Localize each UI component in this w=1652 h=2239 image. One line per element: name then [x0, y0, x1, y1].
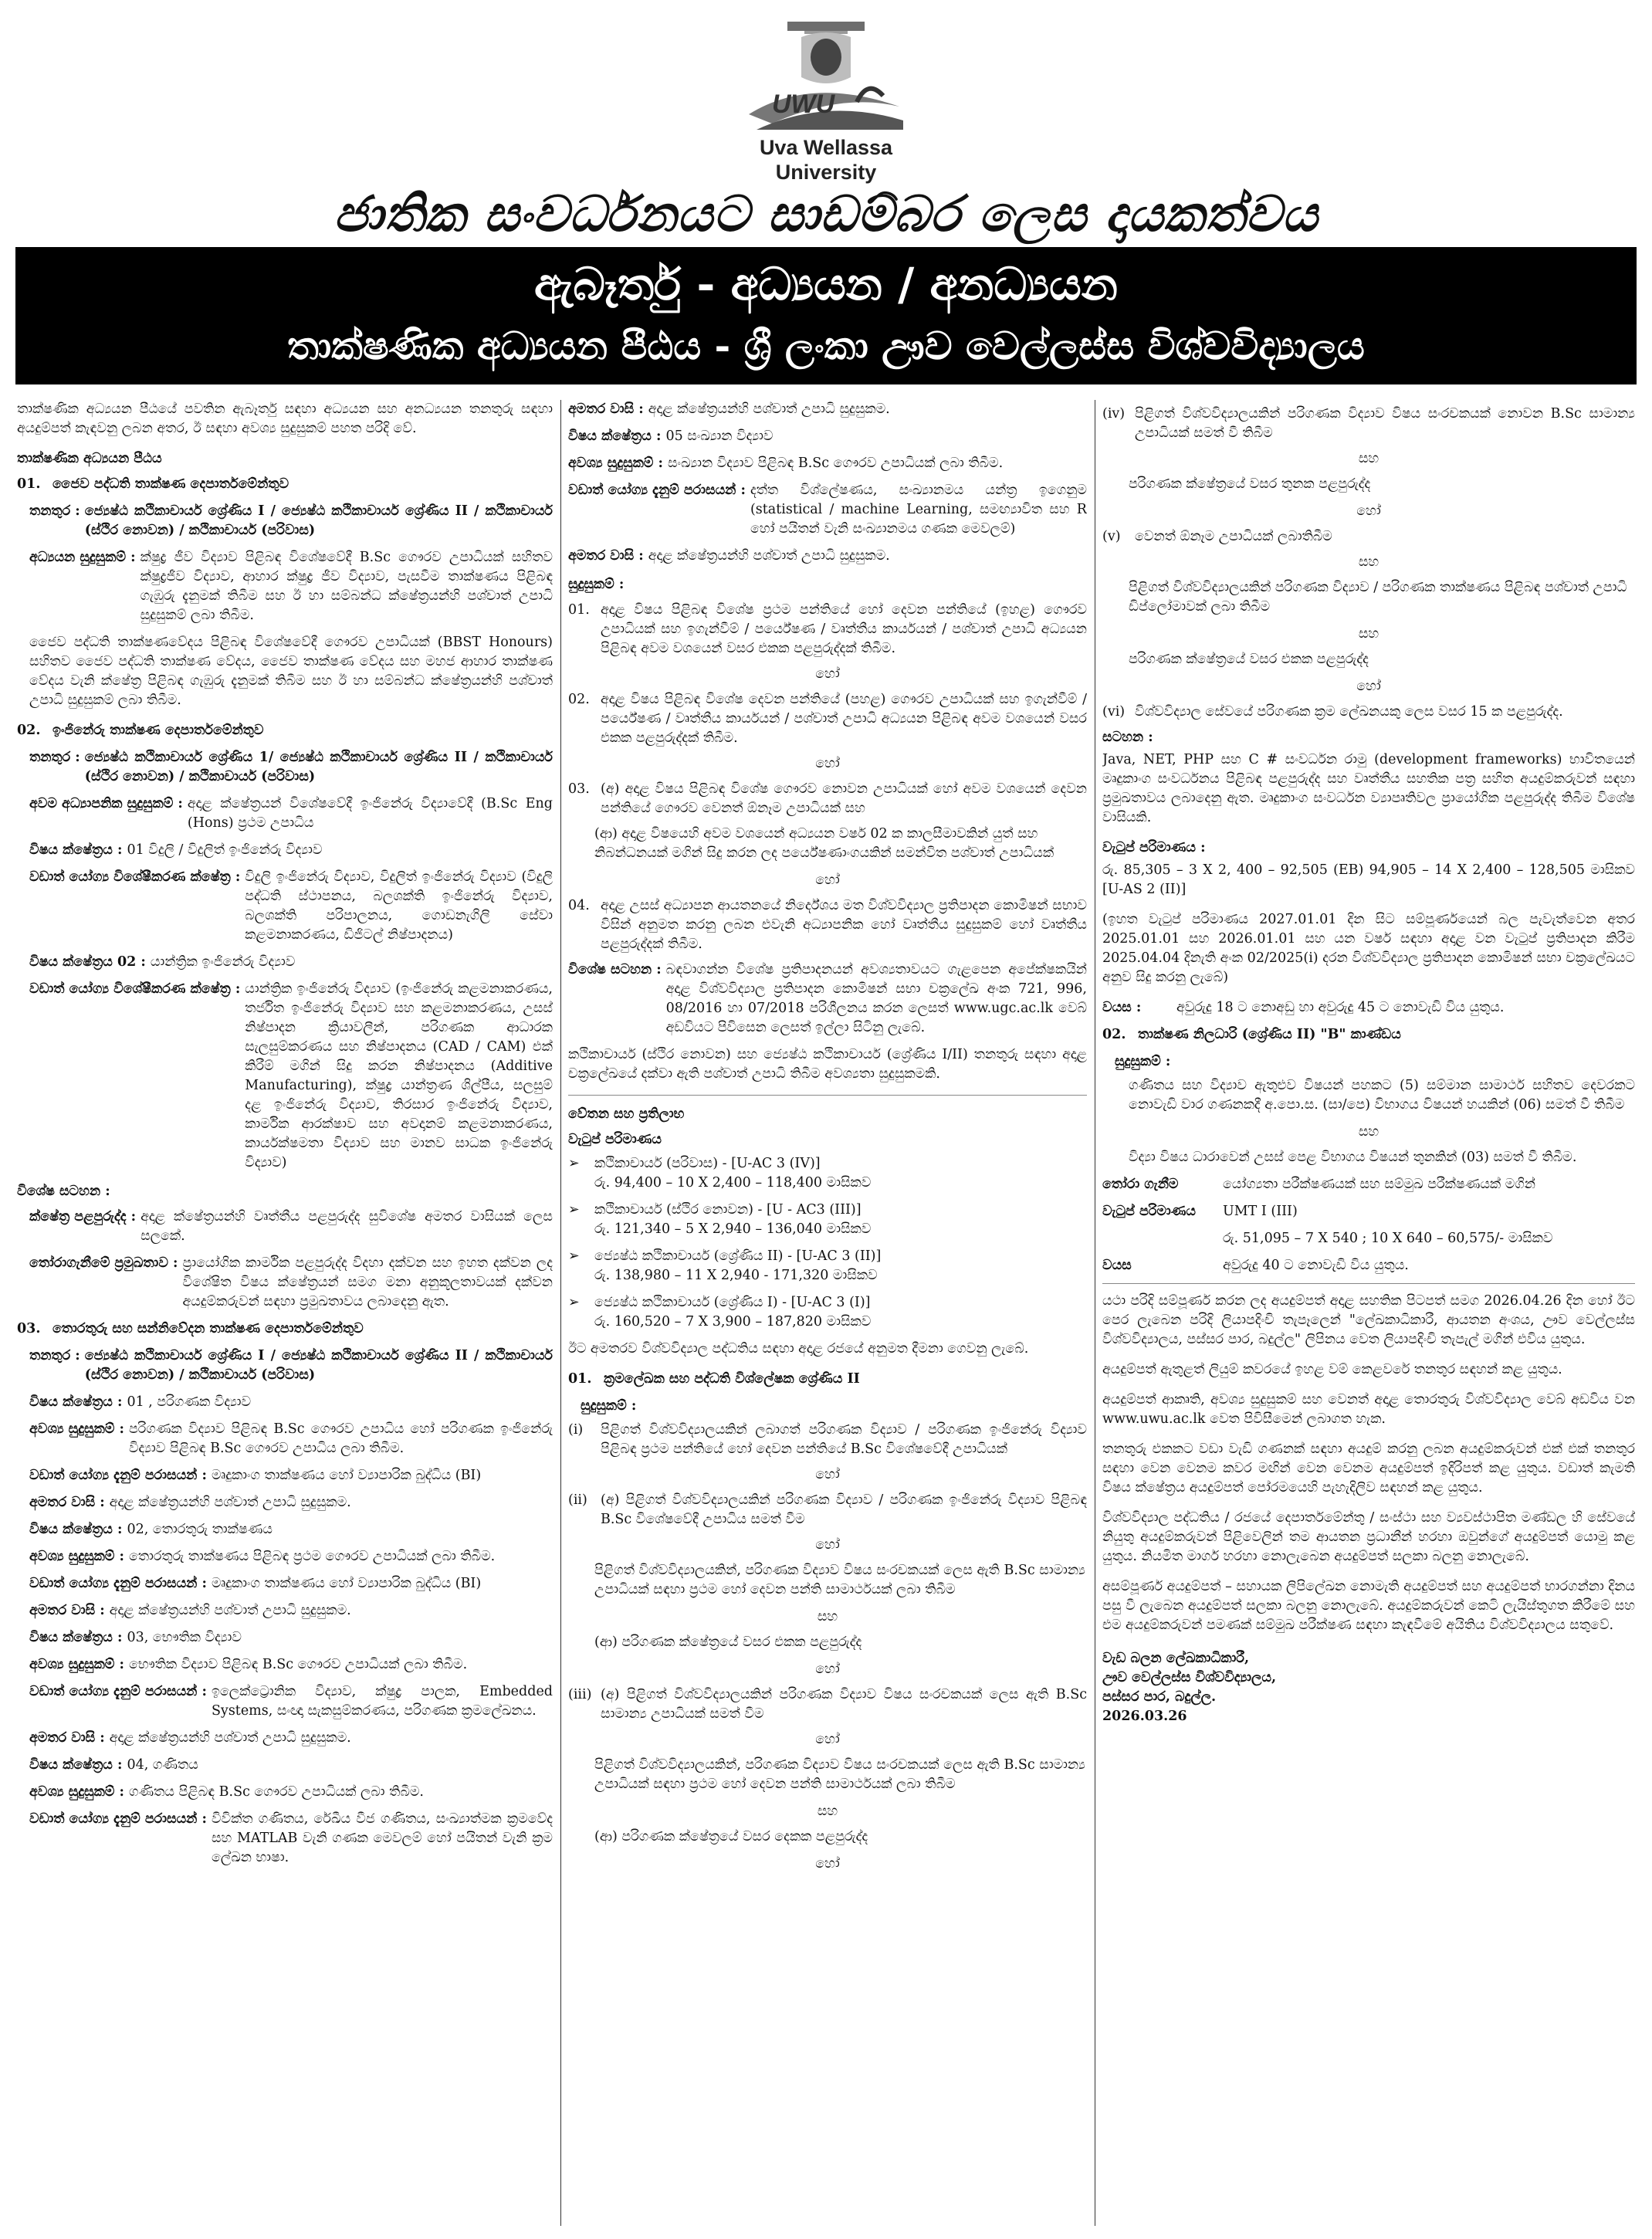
field-value: පරිගණක විද්‍යාව පිළිබඳ B.Sc ගෞරව උපාධිය හෝ පරිගණක ඉංජිනේරු විද්‍යාව පිළිබඳ B.Sc ගෞරව උපාධිය ලබා තිබීම. [128, 1421, 553, 1456]
svg-text:UWU: UWU [772, 90, 835, 119]
field-value: 05 සංඛ්‍යාන විද්‍යාව [665, 428, 774, 444]
item-text: (අ) අදාළ විෂය පිළිබඳ විශේෂ ගෞරව නොවන උපාධියක් හෝ අවම වශයෙන් දෙවන පන්තියේ ගෞරව වෙනත් ඕනෑම උපාධියක් සහ [601, 781, 1087, 816]
field-preferred-knowledge [29, 1682, 553, 1721]
field-label: තෝරාගැනීමේ ප්‍රමුඛතාව : [29, 1255, 178, 1271]
field-advantage [568, 547, 1087, 566]
field-label: අවශ්‍ය සුදුසුකම් : [568, 456, 663, 471]
field-value: 01 විදුලි / විදුලිත් ඉංජිනේරු විද්‍යාව [127, 842, 323, 858]
field-value: අදාළ ක්ෂේත්‍රයන්හි පශ්චාත් උපාධි සුදුසුකම. [648, 548, 890, 564]
field-label: වඩාත් යෝග්‍ය දැනුම් පරාසයන් : [568, 483, 746, 498]
qualifications-heading: සුදුසුකම් : [581, 1398, 637, 1414]
field-label: වඩාත් යෝග්‍ය දැනුම් පරාසයන් : [29, 1576, 207, 1591]
field-subject-area [29, 1520, 553, 1540]
field-label: අමතර වාසි : [29, 1603, 105, 1618]
field-label: විශේෂ සටහන : [568, 962, 662, 977]
field-advantage [29, 1493, 553, 1512]
item-number: 03. [568, 781, 590, 797]
field-preferred-knowledge [29, 1466, 553, 1485]
field-post [29, 502, 553, 540]
field-preferred-knowledge [29, 1574, 553, 1594]
signatory-institution: ඌව වෙල්ලස්ස විශ්වවිද්‍යාලය, [1102, 1670, 1277, 1685]
field-label: වඩාත් යෝග්‍ය විශේෂීකරණ ක්ෂේත්‍ර : [29, 869, 241, 885]
field-value: සංඛ්‍යාන විද්‍යාව පිළිබඳ B.Sc ගෞරව උපාධියක් ලබා තිබීම. [667, 456, 1004, 471]
field-value: භෞතික විද්‍යාව පිළිබඳ B.Sc ගෞරව උපාධියක් ලබා තිබීම. [128, 1657, 468, 1672]
requirement-item [1102, 405, 1635, 443]
field-value: 03, භෞතික විද්‍යාව [127, 1630, 242, 1645]
field-value: අදාළ ක්ෂේත්‍රයන්හි වෘත්තීය පළපුරුද්ද සුවිශේෂ අමතර වාසියක් ලෙස සලකේ. [140, 1209, 553, 1244]
item-number: (v) [1102, 529, 1121, 544]
salary-scale-heading: වැටුප් පරිමාණය : [1102, 840, 1206, 855]
field-min-qualification [29, 794, 553, 833]
headline: ජාතික සංවර්ධනයට සාඩම්බර ලෙස දායකත්වය [333, 185, 1319, 243]
qualification-text: විද්‍යා විෂය ධාරාවෙන් උසස් පෙළ විභාගය විෂයන් තුනකින් (03) සමත් වී තිබීම. [1129, 1150, 1577, 1165]
field-value: 04, ගණිතය [127, 1757, 198, 1773]
field-value: යාන්ත්‍රික ඉංජිනේරු විද්‍යාව [150, 954, 296, 970]
field-label: අවම අධ්‍යාපනික සුදුසුකම් : [29, 796, 183, 811]
column-qualifications [568, 400, 1087, 2226]
field-post [29, 1346, 553, 1385]
application-instruction: විශ්වවිද්‍යාල පද්ධතිය / රජයේ දෙපාර්තමේන්තු / සංස්ථා සහ ව්‍යවස්ථාපිත මණ්ඩල හි සේවයේ නියුතු අයදුම්කරුවන් පිළිවෙලින් තම ආයතන ප්‍රධානීන් හරහා ඔවුන්ගේ අයදුම්පත් යොමු කළ යුතුය. නියමිත මාර්ග හරහා නොලැබෙන අයදුම්පත් සලකා බලනු නොලැබේ. [1102, 1510, 1635, 1564]
field-label: වඩාත් යෝග්‍ය විශේෂීකරණ ක්ෂේත්‍ර : [29, 981, 241, 997]
requirement-item [1102, 703, 1635, 722]
field-label: අවශ්‍ය සුදුසුකම් : [29, 1657, 124, 1672]
intro-paragraph: තාක්ෂණික අධ්‍යයන පීඨයේ පවතින ඇබෑර්තු සඳහා අධ්‍යයන සහ අනධ්‍යයන තනතුරු සඳහා අයදුම්පත් කැඳවනු ලබන අතර, ඊ සඳහා අවශ්‍ය සුදුසුකම් පහත පරිදි වේ. [17, 401, 553, 436]
field-label: තනතුර : [29, 503, 80, 519]
and-separator: සහ [817, 1804, 838, 1819]
or-separator: හෝ [815, 666, 840, 682]
field-value: ජ්‍යෙෂ්ඨ කථිකාචාර්ය ශ්‍රේණිය 1/ ජ්‍යෙෂ්ඨ කථිකාචාර්ය ශ්‍රේණිය II / කථිකාචාර්ය (ස්ථිර නොවන) / කථිකාචාර්ය (පරිවාස) [84, 750, 553, 784]
application-instruction: යථා පරිදි සම්පූර්ණ කරන ලද අයදුම්පත් අදාළ සහතික පිටපත් සමග 2026.04.26 දින හෝ ඊට පෙර ලැබෙන පරිදි ලියාපදිංචි තැපෑලෙන් "ලේඛකාධිකාරී, ආයතන අංශය, ඌව වෙල්ලස්ස විශ්වවිද්‍යාලය, පස්සර පාර, බදුල්ල" ලිපිනය වෙත ලියාපදිංචි තැපැල් මගින් එවිය යුතුය. [1102, 1293, 1635, 1347]
item-text: අදාළ විෂය පිළිබඳ විශේෂ ප්‍රථම පන්තියේ හෝ දෙවන පන්තියේ (ඉහළ) ගෞරව උපාධියක් සහ ඉගැන්වීම් / පර්යේෂණ / වෘත්තීය කාර්යයන් / පශ්චාත් උපාධි අධ්‍යයන පිළිබඳ අවම වශයෙන් වසර එකක පළපුරුද්දක් තිබීම. [601, 602, 1087, 656]
field-value: මෘදුකාංග තාක්ෂණය හෝ ව්‍යාපාරික බුද්ධිය (BI) [211, 1468, 482, 1483]
department-title: ඉංජිනේරු තාක්ෂණ දෙපාර්තමේන්තුව [52, 723, 264, 738]
post-title: ක්‍රමලේඛක සහ පද්ධති විශ්ලේෂක ශ්‍රේණිය II [604, 1371, 860, 1387]
salary-post: ජ්‍යෙෂ්ඨ කථිකාචාර්ය (ශ්‍රේණිය I) - [U-AC 3 (I)] [594, 1295, 871, 1310]
application-instruction: අයදුම්පත් ඇතුළත් ලියුම් කවරයේ ඉහළ වම් කෙළවරේ තනතුර සඳහන් කළ යුතුය. [1102, 1362, 1562, 1377]
department-number: 01. [17, 476, 41, 492]
item-subtext: පරිගණක ක්ෂේත්‍රයේ වසර තුනක පළපුරුද්ද [1129, 476, 1371, 492]
item-text: (අ) පිළිගත් විශ්වවිද්‍යාලයකින් පරිගණක විද්‍යාව විෂය සංරචකයක් ලෙස ඇති B.Sc සාමාන්‍ය උපාධියක් සමත් වීම [601, 1687, 1087, 1722]
field-label: වයස : [1102, 1000, 1142, 1015]
field-required-qualification [29, 1547, 553, 1567]
field-label: වඩාත් යෝග්‍ය දැනුම් පරාසයන් : [29, 1684, 207, 1699]
salary-item [568, 1201, 1087, 1220]
field-label: විෂය ක්ෂේත්‍රය : [29, 1757, 123, 1773]
arrow-icon: ➢ [568, 1295, 580, 1310]
or-separator: හෝ [815, 756, 840, 771]
field-advantage [568, 400, 1087, 419]
field-value: අදාළ ක්ෂේත්‍රයන්හි පශ්චාත් උපාධි සුදුසුකම. [109, 1603, 351, 1618]
field-value: අදාළ ක්ෂේත්‍රයන්හි පශ්චාත් උපාධි සුදුසුකම. [109, 1495, 351, 1510]
field-salary-scale [1102, 1202, 1635, 1221]
item-text: (අ) පිළිගත් විශ්වවිද්‍යාලයකින් පරිගණක විද්‍යාව / පරිගණක ඉංජිනේරු විද්‍යාව පිළිබඳ B.Sc විශේෂවේදී උපාධිය සමත් වීම [601, 1492, 1087, 1527]
field-required-qualification [29, 1783, 553, 1802]
item-subtext: (ආ) පරිගණක ක්ෂේත්‍රයේ වසර දෙකක පළපුරුද්ද [594, 1829, 868, 1844]
field-label: තෝරා ගැනීම [1102, 1177, 1179, 1192]
item-subtext: පිළිගත් විශ්වවිද්‍යාලයකින්, පරිගණක විද්‍යාව විෂය සංරචකයක් ලෙස ඇති B.Sc සාමාන්‍ය උපාධියක් සඳහා ප්‍රථම හෝ දෙවන පන්ති සාමාර්ථයක් ලබා තිබීම [594, 1757, 1085, 1792]
field-value: 02, තොරතුරු තාක්ෂණය [127, 1522, 273, 1537]
field-value: අදාළ ක්ෂේත්‍රයන්හි පශ්චාත් උපාධි සුදුසුකම. [109, 1730, 351, 1746]
divider [1102, 1283, 1635, 1284]
column-nonacademic [1102, 400, 1635, 2226]
post-number: 01. [568, 1371, 592, 1387]
field-subject-area [29, 1628, 553, 1648]
field-preferred-knowledge [568, 481, 1087, 539]
or-separator: හෝ [1356, 679, 1381, 694]
and-separator: සහ [1358, 554, 1379, 570]
salary-post: කථිකාචාර්ය (පරිවාස) - [U-AC 3 (IV)] [594, 1156, 821, 1171]
salary-scale: රු. 85,305 – 3 X 2, 400 – 92,505 (EB) 94,905 – 14 X 2,400 – 128,505 මාසිකව [U-AS 2 (II)] [1102, 862, 1635, 897]
department-title: ජෛව පද්ධති තාක්ෂණ දෙපාර්තමේන්තුව [52, 476, 289, 492]
salary-item [568, 1154, 1087, 1174]
department-heading [17, 1319, 553, 1339]
qualification-item [568, 690, 1087, 748]
qualifications-heading: සුදුසුකම් : [1115, 1054, 1171, 1069]
arrow-icon: ➢ [568, 1202, 580, 1218]
logo-name-line1: Uva Wellassa [759, 136, 893, 159]
item-number: (iii) [568, 1687, 592, 1702]
department-title: තොරතුරු සහ සන්නිවේදන තාක්ෂණ දෙපාර්තමේන්තුව [52, 1321, 364, 1336]
field-label: විෂය ක්ෂේත්‍රය : [29, 842, 123, 858]
item-text: අදාළ උසස් අධ්‍යාපන ආයතනයේ නිර්දේශය මත විශ්වවිද්‍යාල ප්‍රතිපාදන කොමිෂන් සභාව විසින් අනුමත කරනු ලබන එවැනි අධ්‍යාපනික හෝ වෘත්තීය සුදුසුකම් හෝ වෘත්තීය පළපුරුද්දක් තිබීම. [601, 898, 1087, 952]
field-required-qualification [29, 1655, 553, 1675]
field-required-qualification [568, 454, 1087, 473]
field-value: බඳවාගන්න විශේෂ ප්‍රතිපාදනයන් අවශ්‍යතාවයට ගැළපෙන අපේක්ෂකයින් අදාළ විශ්වවිද්‍යාල ප්‍රතිපාදන කොමිෂන් සභා චක්‍රලේඛ අංක 721, 996, 08/2016 හා 07/2018 පරිශීලනය කරන ලෙසත් www.ugc.ac.lk වෙබ් අඩවියට පිවිසෙන ලෙසත් ඉල්ලා සිටිනු ලැබේ. [665, 962, 1087, 1035]
arrow-icon: ➢ [568, 1156, 580, 1171]
logo-emblem-icon [741, 22, 911, 137]
field-value: ක්ෂුද්‍ර ජීව විද්‍යාව පිළිබඳ විශේෂවේදී B.Sc ගෞරව උපාධියක් සහිතව ක්ෂුද්‍රජීව විද්‍යාව, ආහාර ක්ෂුද්‍ර ජීව විද්‍යාව, පැසවීම තාක්ෂණය පිළිබඳ ගැඹුරු දැනුමක් තිබීම සහ ඊ හා සම්බන්ධ ක්ෂේත්‍රයන්හි පශ්චාත් උපාධි සුදුසුකම් ලබා තිබීම. [140, 550, 553, 623]
field-label: අවශ්‍ය සුදුසුකම් : [29, 1784, 124, 1800]
qualifications-heading: සුදුසුකම් : [568, 577, 625, 592]
post-heading [568, 1370, 1087, 1389]
field-value: අදාළ ක්ෂේත්‍රයන් විශේෂවේදී ඉංජිනේරු විද්‍යාවේදී (B.Sc Eng (Hons) ප්‍රථම උපාධිය [187, 796, 553, 831]
salary-scale-heading: වැටුප් පරිමාණය [568, 1132, 662, 1147]
field-label: වඩාත් යෝග්‍ය දැනුම් පරාසයන් : [29, 1468, 207, 1483]
field-age [1102, 1256, 1635, 1275]
item-text: වෙනත් ඕනෑම උපාධියක් ලබාතිබීම [1135, 529, 1332, 544]
field-value: අදාළ ක්ෂේත්‍රයන්හි පශ්චාත් උපාධි සුදුසුකම. [648, 401, 890, 417]
or-separator: හෝ [815, 1661, 840, 1677]
salary-scale-note: (ඉහත වැටුප් පරිමාණය 2027.01.01 දින සිට සම්පූර්ණයෙන් බල පැවැත්වෙන අතර 2025.01.01 සහ 2026.01.01 සහ යන වර්ෂ සඳහා අදාළ වන වැටුප් ප්‍රතිපාදන කිරීම 2025.04.04 දිනැති අංක 02/2025(i) දරන විශ්වවිද්‍යාල ප්‍රතිපාදන කොමිෂන් සභා චක්‍රලේඛයට අනුව සිදු කරනු ලැබේ) [1102, 912, 1635, 985]
field-value: ජ්‍යෙෂ්ඨ කථිකාචාර්ය ශ්‍රේණිය I / ජ්‍යෙෂ්ඨ කථිකාචාර්ය ශ්‍රේණිය II / කථිකාචාර්ය (ස්ථිර නොවන) / කථිකාචාර්ය (පරිවාස) [84, 1348, 553, 1383]
field-label: වැටුප් පරිමාණය [1102, 1204, 1196, 1219]
field-subject-area [29, 1393, 553, 1412]
field-specialisation [29, 868, 553, 945]
or-separator: හෝ [815, 872, 840, 888]
item-subtext: (ආ) පරිගණක ක්ෂේත්‍රයේ වසර එකක පළපුරුද්ද [594, 1634, 862, 1650]
salary-range: රු. 94,400 – 10 X 2,400 – 118,400 මාසිකව [594, 1175, 872, 1191]
field-advantage [29, 1729, 553, 1748]
post-heading [1102, 1025, 1635, 1045]
field-required-qualification [29, 1420, 553, 1458]
field-label: විෂය ක්ෂේත්‍රය : [29, 1630, 123, 1645]
field-label: වයස [1102, 1258, 1132, 1273]
arrow-icon: ➢ [568, 1248, 580, 1264]
field-special-note [568, 960, 1087, 1038]
field-specialisation [29, 980, 553, 1173]
or-separator: හෝ [815, 1732, 840, 1747]
application-instruction: අයදුම්පත් ආකෘති, අවශ්‍ය සුදුසුකම් සහ වෙනත් අදාළ තොරතුරු විශ්වවිද්‍යාල වෙබ් අඩවිය වන www.uwu.ac.lk වෙත පිවිසීමෙන් ලබාගත හැක. [1102, 1392, 1635, 1427]
salary-range: රු. 121,340 – 5 X 2,940 – 136,040 මාසිකව [594, 1221, 872, 1237]
department-number: 03. [17, 1321, 41, 1336]
field-subject-area [568, 427, 1087, 446]
salary-item [568, 1293, 1087, 1313]
signatory-address: පස්සර පාර, බදුල්ල. [1102, 1689, 1217, 1705]
or-separator: හෝ [815, 1467, 840, 1482]
or-separator: හෝ [815, 1537, 840, 1553]
salary-item [568, 1247, 1087, 1266]
application-instruction: අසම්පූර්ණ අයදුම්පත් – සහායක ලිපිලේඛන නොමැති අයදුම්පත් සහ අයදුම්පත් භාරගන්නා දිනය පසු වී ලැබෙන අයදුම්පත් සලකා බලනු නොලැබේ. අයදුම්කරුවන් කෙටි ලැයිස්තුගත කිරීමේ සහ එම අයදුම්කරුවන් පමණක් සම්මුඛ පරීක්ෂණ සඳහා කැඳවීමේ අයිතිය විශ්වවිද්‍යාලය සතුවේ. [1102, 1579, 1635, 1633]
field-label: අමතර වාසි : [29, 1495, 105, 1510]
field-label: අවශ්‍ය සුදුසුකම් : [29, 1549, 124, 1564]
note-paragraph: Java, NET, PHP සහ C # සංවර්ධන රාමු (development frameworks) භාවිතයෙන් මෘදුකාංග සංවර්ධනය පිළිබඳ පළපුරුද්ද සහ වෘත්තීය සහතික පත්‍ර සහිත අයදුම්කරුවන් සඳහා ප්‍රමුඛතාවය ලබාදෙනු ඇත. මෘදුකාංග සංවර්ධන ව්‍යාපෘතිවල ප්‍රායෝගික පළපුරුද්ද තිබීම විශේෂ වාසියකි. [1102, 752, 1635, 825]
and-separator: සහ [817, 1609, 838, 1624]
field-label: විෂය ක්ෂේත්‍රය : [568, 428, 662, 444]
banner-title: ඇබෑර්තු - අධ්‍යයන / අනධ්‍යයන [534, 258, 1118, 310]
item-subtext: පරිගණක ක්ෂේත්‍රයේ වසර එකක පළපුරුද්ද [1129, 652, 1369, 667]
department-heading [17, 721, 553, 740]
qualification-item [568, 601, 1087, 659]
signatory-title: වැඩ බලන ලේඛකාධිකාරී, [1102, 1651, 1250, 1666]
and-separator: සහ [1358, 626, 1379, 642]
item-text: පිළිගත් විශ්වවිද්‍යාලයකින් පරිගණක විද්‍යාව විෂය සංරචකයක් නොවන B.Sc සාමාන්‍ය උපාධියක් සමත් වී තිබීම [1135, 406, 1635, 441]
field-value: ප්‍රායෝගික කාර්මික පළපුරුද්ද විදහා දක්වන සහ ඉහත දක්වන ලද විශේෂිත විෂය ක්ෂේත්‍රයන් සමග මනා අනුකූලතාවයක් දක්වන අයදුම්කරුවන් සඳහා ප්‍රමුඛතාවය ලබාදෙනු ඇත. [182, 1255, 553, 1309]
item-number: (ii) [568, 1492, 587, 1508]
field-label: අමතර වාසි : [29, 1730, 105, 1746]
field-value: තොරතුරු තාක්ෂණය පිළිබඳ ප්‍රථම ගෞරව උපාධියක් ලබා තිබීම. [128, 1549, 496, 1564]
department-number: 02. [17, 723, 41, 738]
field-label: අධ්‍යයන සුදුසුකම් : [29, 550, 136, 565]
banner-subtitle: තාක්ෂණික අධ්‍යයන පීඨය - ශ්‍රී ලංකා ඌව වෙල්ලස්ස විශ්වවිද්‍යාලය [287, 323, 1365, 368]
post-title: තාක්ෂණ නිලධාරි (ශ්‍රේණිය II) "B" කාණ්ඩය [1138, 1027, 1401, 1042]
field-label: අමතර වාසි : [568, 548, 644, 564]
salary-range: රු. 51,095 – 7 X 540 ; 10 X 640 – 60,575/- මාසිකව [1223, 1231, 1553, 1246]
item-number: 02. [568, 692, 590, 707]
or-separator: හෝ [1356, 503, 1381, 519]
qualification-text: ගණිතය සහ විද්‍යාව ඇතුළුව විෂයන් පහකට (5) සම්මාන සාමාර්ථ සහිතව දෙවරකට නොවැඩි වාර ගණනකදී අ.පො.ස. (සා/පෙ) විභාගය විෂයන් හයකින් (06) සමත් වී තිබීම [1129, 1078, 1635, 1113]
field-subject-area [29, 841, 553, 860]
requirement-item [568, 1491, 1087, 1529]
field-subject-area [29, 1756, 553, 1775]
field-value: අවුරුදු 18 ට නොඅඩු හා අවුරුදු 45 ට නොවැඩි විය යුතුය. [1176, 1000, 1505, 1015]
logo-name-line2: University [775, 161, 877, 184]
field-subject-area [29, 953, 553, 972]
requirement-item [568, 1685, 1087, 1724]
department-heading [17, 475, 553, 494]
qualification-item [568, 896, 1087, 954]
salary-heading: වේතන සහ ප්‍රතිලාභ [568, 1106, 685, 1122]
field-value: අවුරුදු 40 ට නොවැඩි විය යුතුය. [1223, 1258, 1409, 1273]
note-paragraph: කථිකාචාර්ය (ස්ථිර නොවන) සහ ජ්‍යෙෂ්ඨ කථිකාචාර්ය (ශ්‍රේණිය I/II) තනතුරු සඳහා අදාළ චක්‍රලේඛයේ දක්වා ඇති පශ්චාත් උපාධි තිබීම අවශ්‍යතා සුදුසුකමකි. [568, 1047, 1087, 1082]
field-label: තනතුර : [29, 750, 80, 765]
field-post [29, 748, 553, 787]
requirement-item [568, 1421, 1087, 1459]
column-divider [560, 400, 561, 2226]
field-label: අවශ්‍ය සුදුසුකම් : [29, 1421, 124, 1437]
field-qualification [29, 548, 553, 625]
field-value: යෝග්‍යතා පරීක්ෂණයක් සහ සම්මුඛ පරීක්ෂණයක් මගින් [1223, 1177, 1536, 1192]
field-advantage [29, 1601, 553, 1621]
salary-post: ජ්‍යෙෂ්ඨ කථිකාචාර්ය (ශ්‍රේණිය II) - [U-AC 3 (II)] [594, 1248, 882, 1264]
item-subtext: (ආ) අදාළ විෂයෙහි අවම වශයෙන් අධ්‍යයන වර්ෂ 02 ක කාලසීමාවකින් යුත් සහ නිබන්ධනයක් මගින් සිදු කරන ලද පර්යේෂණාංගයකින් සමන්විත පශ්චාත් උපාධියක් [594, 826, 1055, 861]
signature-block [1102, 1649, 1635, 1726]
requirement-item [1102, 527, 1635, 547]
item-text: විශ්වවිද්‍යාල සේවයේ පරිගණක ක්‍රම ලේඛනයකු ලෙස වසර 15 ක පළපුරුද්ද. [1135, 704, 1563, 720]
field-label: ක්ෂේත්‍ර පළපුරුද්ද : [29, 1209, 137, 1225]
column-academic [17, 400, 553, 2226]
field-experience [29, 1208, 553, 1246]
field-value: දත්ත විශ්ලේෂණය, සංඛ්‍යානමය යන්ත්‍ර ඉගෙනුම (statistical / machine Learning, සමඟ්‍යාවිත සහ R හෝ පයිතන් වැනි සංඛ්‍යානමය ගණක මෙවලම්) [750, 483, 1087, 537]
field-label: තනතුර : [29, 1348, 80, 1363]
special-note-heading: විශේෂ සටහන : [17, 1184, 110, 1199]
note-heading: සටහන : [1102, 730, 1153, 745]
salary-post: කථිකාචාර්ය (ස්ථිර නොවන) - [U - AC3 (III)] [594, 1202, 862, 1218]
field-label: විෂය ක්ෂේත්‍රය 02 : [29, 954, 146, 970]
field-selection [1102, 1175, 1635, 1194]
salary-range: රු. 138,980 – 11 X 2,940 - 171,320 මාසිකව [594, 1268, 878, 1283]
field-label: වඩාත් යෝග්‍ය දැනුම් පරාසයන් : [29, 1811, 207, 1827]
application-instruction: තනතුරු එකකට වඩා වැඩි ගණනක් සඳහා අයදුම් කරනු ලබන අයදුම්කරුවන් එක් එක් තනතුර සඳහා වෙන වෙනම කවර මඟින් වෙන වෙනම අයදුම්පත් ඉදිරිපත් කළ යුතුය. වඩාත් කැමති විෂය ක්ෂේත්‍රය අයදුම්පත් පෝරමයෙහි පැහැදිලිව සඳහන් කළ යුතුය. [1102, 1441, 1635, 1495]
qualification-item [568, 780, 1087, 818]
item-number: 04. [568, 898, 590, 913]
field-priority [29, 1254, 553, 1312]
item-text: පිළිගත් විශ්වවිද්‍යාලයකින් ලබාගත් පරිගණක විද්‍යාව / පරිගණක ඉංජිනේරු විද්‍යාව පිළිබඳ ප්‍රථම පන්තියේ හෝ දෙවන පන්තියේ B.Sc විශේෂවේදී උපාධියක් [601, 1422, 1087, 1457]
notice-date: 2026.03.26 [1102, 1709, 1187, 1724]
field-value: UMT I (III) [1223, 1204, 1298, 1219]
item-number: (iv) [1102, 406, 1126, 422]
field-value: 01 , පරිගණක විද්‍යාව [127, 1394, 252, 1410]
divider [568, 1095, 1087, 1096]
field-age [1102, 998, 1635, 1018]
item-number: (vi) [1102, 704, 1126, 720]
university-logo [741, 22, 911, 184]
field-value: මෘදුකාංග තාක්ෂණය හෝ ව්‍යාපාරික බුද්ධිය (BI) [211, 1576, 482, 1591]
field-label: විෂය ක්ෂේත්‍රය : [29, 1522, 123, 1537]
item-text: අදාළ විෂය පිළිබඳ විශේෂ දෙවන පන්තියේ (පහළ) ගෞරව උපාධියක් සහ ඉගැන්වීම් / පර්යේෂණ / වෘත්තීය කාර්යයන් / පශ්චාත් උපාධි අධ්‍යයන පිළිබඳ අවම වශයෙන් වසර එකක පළපුරුද්දක් තිබීම. [601, 692, 1087, 746]
item-subtext: පිළිගත් විශ්වවිද්‍යාලයකින්, පරිගණක විද්‍යාව විෂය සංරචකයක් ලෙස ඇති B.Sc සාමාන්‍ය උපාධියක් සඳහා ප්‍රථම හෝ දෙවන පන්ති සාමාර්ථයක් ලබා තිබීම [594, 1563, 1085, 1597]
item-subtext: පිළිගත් විශ්වවිද්‍යාලයකින් පරිගණක විද්‍යාව / පරිගණක තාක්ෂණය පිළිබඳ පශ්චාත් උපාධි ඩිප්ලෝමාවක් ලබා තිබීම [1129, 580, 1627, 615]
item-number: (i) [568, 1422, 584, 1438]
salary-range: රු. 160,520 – 7 X 3,900 – 187,820 මාසිකව [594, 1314, 872, 1330]
field-label: අමතර වාසි : [568, 401, 644, 417]
faculty-heading: තාක්ෂණික අධ්‍යයන පීඨය [17, 451, 162, 466]
field-value: ඉලෙක්ට්‍රොනික විද්‍යාව, ක්ෂුද්‍ර පාලක, Embedded Systems, සංඥා සැකසුම්කරණය, පරිගණක ක්‍රමලේඛනය. [211, 1684, 553, 1719]
field-value-continued: ජෛව පද්ධති තාක්ෂණවේදය පිළිබඳ විශේෂවේදී ගෞරව උපාධියක් (BBST Honours) සහිතව ජෛව පද්ධති තාක්ෂණ වේදය, ජෛව තාක්ෂණ වේදය සහ මහජ ආහාර තාක්ෂණ වේදය වැනි ක්ෂේත්‍ර පිළිබඳ ගැඹුරු දැනුමක් තිබීම සහ ඊ හා සම්බන්ධ ක්ෂේත්‍රයන්හි පශ්චාත් උපාධි සුදුසුකම් ලබා තිබීම. [29, 635, 553, 708]
field-value: ජ්‍යෙෂ්ඨ කථිකාචාර්ය ශ්‍රේණිය I / ජ්‍යෙෂ්ඨ කථිකාචාර්ය ශ්‍රේණිය II / කථිකාචාර්ය (ස්ථිර නොවන) / කථිකාචාර්ය (පරිවාස) [84, 503, 553, 538]
field-preferred-knowledge [29, 1810, 553, 1868]
field-value: ගණිතය පිළිබඳ B.Sc ගෞරව උපාධියක් ලබා තිබීම. [128, 1784, 424, 1800]
field-value: විදුලි ඉංජිනේරු විද්‍යාව, විදුලිත් ඉංජිනේරු විද්‍යාව (විදුලි පද්ධති ස්ථාපනය, බලශක්ති ඉංජිනේරු විද්‍යාව, බලශක්ති පරිපාලනය, ගොඩනැගිලි සේවා කළමනාකරණය, ඩිජිටල් නිෂ්පාදනය) [245, 869, 553, 943]
item-number: 01. [568, 602, 590, 618]
title-banner [15, 247, 1637, 384]
allowance-note: ඊට අමතරව විශ්වවිද්‍යාල පද්ධතිය සඳහා අදාළ රජයේ අනුමත දීමනා ගෙවනු ලැබේ. [568, 1341, 1029, 1357]
and-separator: සහ [1358, 451, 1379, 466]
and-separator: සහ [1358, 1124, 1379, 1140]
post-number: 02. [1102, 1027, 1126, 1042]
or-separator: හෝ [815, 1856, 840, 1871]
field-label: විෂය ක්ෂේත්‍රය : [29, 1394, 123, 1410]
field-value: විවික්ත ගණිතය, රේඛීය වීජ ගණිතය, සංඛ්‍යාත්මක ක්‍රමවේද සහ MATLAB වැනි ගණක මෙවලම් හෝ පයිතන් වැනි ක්‍රම ලේඛන භාෂා. [211, 1811, 553, 1865]
field-value: යාන්ත්‍රික ඉංජිනේරු විද්‍යාව (ඉංජිනේරු කළමනාකරණය, තර්ජිත ඉංජිනේරු විද්‍යාව සහ කළමනාකරණය, උසස් නිෂ්පාදන ක්‍රියාවලීන්, පරිගණක ආධාරක සැලසුම්කරණය සහ නිෂ්පාදනය (CAD / CAM) එක් කිරීම් මගින් සිදු කරන නිෂ්පාදනය (Additive Manufacturing), ක්ෂුද්‍ර යාන්ත්‍රණ ශිල්පීය, සලසුම් දළ ඉංජිනේරු විද්‍යාව, තිරසාර ඉංජිනේරු විද්‍යාව, කාර්මික ආරක්ෂාව සහ අවදානම් කළමනාකරණය, කාර්යක්ෂමතා විද්‍යාව සහ මානව සාධක ඉංජිනේරු විද්‍යාව) [245, 981, 553, 1170]
